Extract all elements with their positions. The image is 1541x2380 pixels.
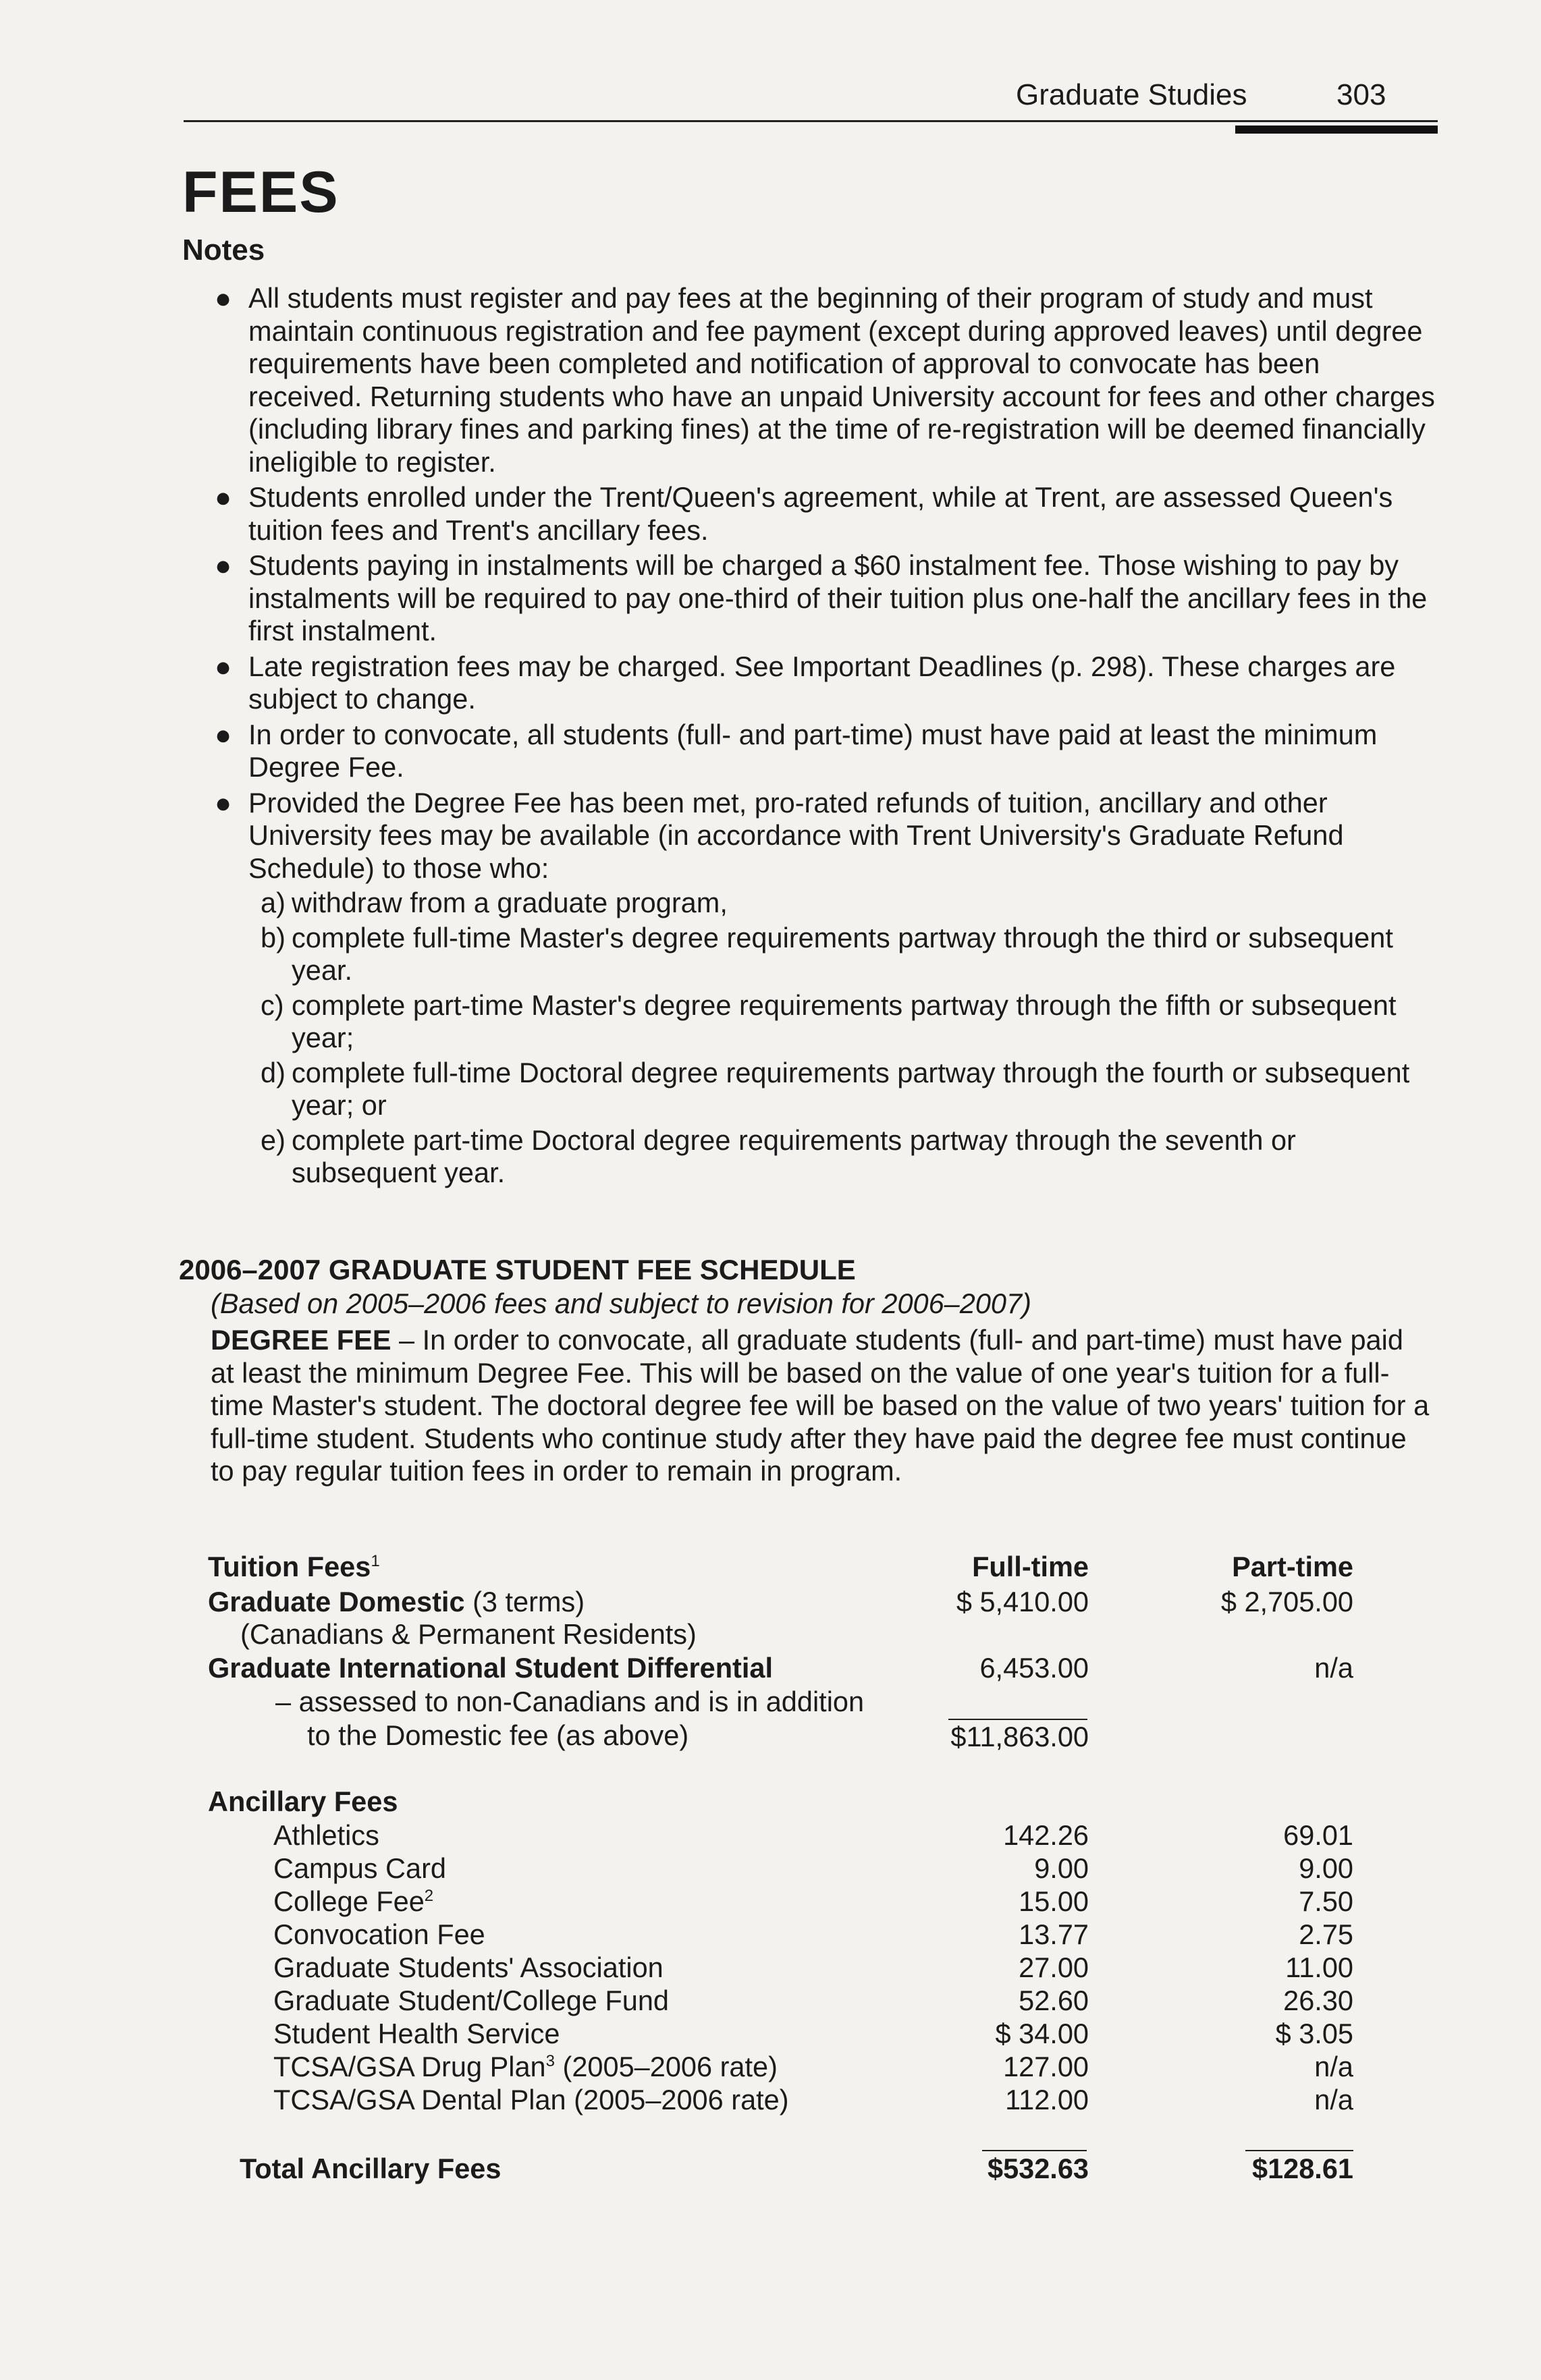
- ancillary-label: Student Health Service: [273, 2018, 560, 2049]
- refund-item: [228, 887, 1438, 920]
- intl-part: n/a: [1314, 1652, 1353, 1684]
- ancillary-part: 2.75: [1299, 1918, 1353, 1950]
- tuition-header-row: [0, 1551, 1541, 1584]
- total-ancillary-label: Total Ancillary Fees: [240, 2153, 502, 2184]
- ancillary-label: Campus Card: [273, 1852, 447, 1884]
- ancillary-label-text: TCSA/GSA Drug Plan: [273, 2051, 546, 2082]
- ancillary-part: 9.00: [1299, 1852, 1353, 1884]
- ancillary-part: 11.00: [1285, 1952, 1353, 1983]
- total-ancillary-part: $128.61: [1251, 2153, 1353, 2184]
- ancillary-label: Athletics: [273, 1819, 379, 1851]
- intl-label: Graduate International Student Differential: [208, 1652, 774, 1684]
- degree-fee-label: DEGREE FEE: [211, 1324, 391, 1356]
- note-item: [202, 282, 1438, 478]
- notes-heading: Notes: [182, 233, 265, 267]
- note-item: [202, 719, 1438, 784]
- ancillary-total-row: [0, 2153, 1541, 2186]
- ancillary-label-text: College Fee: [273, 1885, 425, 1917]
- note-item: [202, 651, 1438, 716]
- domestic-label-suffix: (3 terms): [464, 1586, 585, 1617]
- note-text: In order to convocate, all students (full- and part-time) must have paid at least the minimum Degree Fee.: [248, 718, 1378, 783]
- refund-item: [228, 1124, 1438, 1190]
- note-text: Late registration fees may be charged. See Important Deadlines (p. 298). These charges are subject to change.: [248, 650, 1396, 715]
- footnote-marker: 3: [545, 2052, 555, 2071]
- ancillary-label: Graduate Students' Association: [273, 1952, 664, 1983]
- footnote-marker: 2: [424, 1887, 434, 1906]
- refund-item: [228, 922, 1438, 987]
- refund-letter: a): [261, 887, 286, 918]
- ancillary-part: 26.30: [1283, 1985, 1353, 2016]
- refund-letter: e): [261, 1124, 286, 1156]
- refund-item: [228, 989, 1438, 1055]
- ancillary-row: [0, 2018, 1541, 2051]
- ancillary-label-suffix: (2005–2006 rate): [555, 2051, 778, 2082]
- domestic-label-text: Graduate Domestic: [208, 1586, 465, 1617]
- note-text: All students must register and pay fees at the beginning of their program of study and must maintain continuous registration and fee payment (except during approved leaves) until degree requirements have been completed and notification of approval to convocate has been received. Returning students who have an unpaid University account for fees and other charges (including library fines and parking fines) at the time of re-registration will be deemed financially ineligible to register.: [248, 282, 1435, 478]
- ancillary-label: Graduate Student/College Fund: [273, 1985, 670, 2016]
- tuition-row: [0, 1586, 1541, 1620]
- refund-text: complete full-time Master's degree requirements partway through the third or subsequent year.: [292, 921, 1393, 986]
- refund-text: complete full-time Doctoral degree requirements partway through the fourth or subsequent year; or: [292, 1056, 1410, 1121]
- refund-letter: d): [261, 1056, 286, 1088]
- sum-rule: [1245, 2150, 1353, 2151]
- ancillary-full: $ 34.00: [995, 2018, 1089, 2049]
- ancillary-heading: Ancillary Fees: [208, 1786, 398, 1817]
- header-rule-accent: [1235, 126, 1438, 134]
- bullet-icon: ●: [215, 650, 232, 682]
- ancillary-label: [273, 2051, 778, 2083]
- bullet-icon: ●: [215, 718, 232, 750]
- footnote-marker: 1: [371, 1552, 380, 1571]
- ancillary-row: [0, 1985, 1541, 2018]
- ancillary-header-row: [0, 1786, 1541, 1819]
- refund-letter: b): [261, 921, 286, 953]
- refund-letter: c): [261, 989, 284, 1021]
- note-text: Students enrolled under the Trent/Queen's agreement, while at Trent, are assessed Queen's tuition fees and Trent's ancillary fees.: [248, 481, 1393, 546]
- ancillary-row: [0, 2084, 1541, 2118]
- ancillary-full: 112.00: [1005, 2084, 1089, 2115]
- note-text: Students paying in instalments will be charged a $60 instalment fee. Those wishing to pay by instalments will be required to pay one-third of their tuition plus one-half the ancillary fees in the first instalment.: [248, 549, 1428, 646]
- bullet-icon: ●: [215, 481, 232, 513]
- tuition-heading: [208, 1551, 380, 1583]
- page-number: 303: [1336, 78, 1386, 111]
- intl-note: – assessed to non-Canadians and is in addition: [275, 1686, 865, 1717]
- ancillary-part: 69.01: [1283, 1819, 1353, 1851]
- bullet-icon: ●: [215, 786, 232, 819]
- total-ancillary-full: $532.63: [987, 2153, 1089, 2184]
- domestic-part: $ 2,705.00: [1220, 1586, 1353, 1617]
- intl-note: to the Domestic fee (as above): [307, 1719, 689, 1751]
- ancillary-full: 142.26: [1003, 1819, 1089, 1851]
- refund-item: [228, 1057, 1438, 1122]
- notes-list: [202, 282, 1438, 1192]
- ancillary-full: 15.00: [1019, 1885, 1089, 1917]
- refund-text: withdraw from a graduate program,: [292, 887, 728, 918]
- ancillary-row: [0, 1885, 1541, 1919]
- col-full-time: Full-time: [972, 1551, 1089, 1582]
- ancillary-full: 27.00: [1019, 1952, 1089, 1983]
- tuition-heading-text: Tuition Fees: [208, 1551, 371, 1582]
- ancillary-row: [0, 1918, 1541, 1952]
- bullet-icon: ●: [215, 282, 232, 314]
- ancillary-full: 52.60: [1019, 1985, 1089, 2016]
- bullet-icon: ●: [215, 549, 232, 581]
- page-title: FEES: [182, 160, 340, 225]
- ancillary-label: [273, 1885, 433, 1918]
- note-item: [202, 481, 1438, 547]
- domestic-full: $ 5,410.00: [956, 1586, 1089, 1617]
- ancillary-row: [0, 1952, 1541, 1985]
- ancillary-label: TCSA/GSA Dental Plan (2005–2006 rate): [273, 2084, 789, 2115]
- schedule-title: 2006–2007 GRADUATE STUDENT FEE SCHEDULE: [179, 1254, 856, 1285]
- col-part-time: Part-time: [1232, 1551, 1353, 1582]
- degree-fee-paragraph: [211, 1324, 1432, 1488]
- note-item: [202, 549, 1438, 648]
- header-rule: [184, 120, 1438, 122]
- ancillary-row: [0, 1852, 1541, 1886]
- ancillary-full: 9.00: [1034, 1852, 1089, 1884]
- intl-total-full: $11,863.00: [950, 1721, 1089, 1752]
- refund-text: complete part-time Doctoral degree requirements partway through the seventh or subsequent year.: [292, 1124, 1296, 1188]
- ancillary-label: Convocation Fee: [273, 1918, 485, 1950]
- refund-text: complete part-time Master's degree requirements partway through the fifth or subsequent year;: [292, 989, 1397, 1053]
- ancillary-full: 127.00: [1003, 2051, 1089, 2082]
- tuition-note-row: [0, 1719, 1541, 1753]
- ancillary-row: [0, 1819, 1541, 1853]
- schedule-subtitle: (Based on 2005–2006 fees and subject to revision for 2006–2007): [211, 1288, 1031, 1319]
- domestic-label: [208, 1586, 585, 1618]
- tuition-note-row: [0, 1686, 1541, 1719]
- ancillary-part: n/a: [1314, 2051, 1353, 2082]
- domestic-note: (Canadians & Permanent Residents): [240, 1618, 697, 1650]
- note-item: [202, 787, 1438, 1190]
- ancillary-row: [0, 2051, 1541, 2084]
- tuition-note-row: [0, 1618, 1541, 1652]
- running-head: Graduate Studies: [1016, 78, 1247, 111]
- ancillary-part: $ 3.05: [1275, 2018, 1353, 2049]
- degree-fee-text: – In order to convocate, all graduate students (full- and part-time) must have paid at least the minimum Degree Fee. This will be based on the value of one year's tuition for a full-time Master's student. The doctoral degree fee will be based on the value of two years' tuition for a full-time student. Students who continue study after they have paid the degree fee must continue to pay regular tuition fees in order to remain in program.: [211, 1324, 1430, 1487]
- sum-rule: [982, 2150, 1087, 2151]
- ancillary-full: 13.77: [1019, 1918, 1089, 1950]
- note-text: Provided the Degree Fee has been met, pro-rated refunds of tuition, ancillary and other University fees may be available (in accordance with Trent University's Graduate Refund Schedule) to those who:: [248, 786, 1344, 884]
- ancillary-part: n/a: [1314, 2084, 1353, 2115]
- intl-full: 6,453.00: [979, 1652, 1089, 1684]
- tuition-row: [0, 1652, 1541, 1686]
- refund-list: [248, 887, 1438, 1190]
- ancillary-part: 7.50: [1299, 1885, 1353, 1917]
